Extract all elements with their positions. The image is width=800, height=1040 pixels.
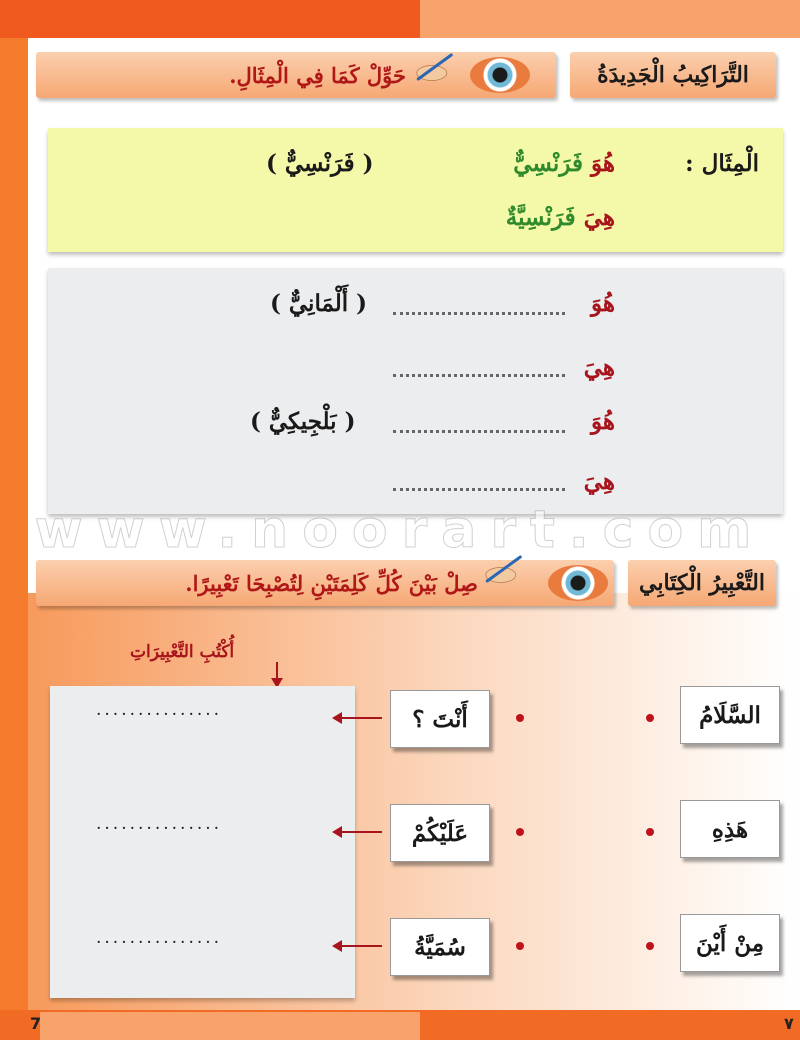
section-title-written-expression xyxy=(628,560,776,606)
answer-dots[interactable] xyxy=(393,370,565,377)
footer-band-light xyxy=(40,1012,420,1040)
section-title-text: التَّعْبِيرُ الْكِتَابِي xyxy=(639,570,765,596)
section-title-text: التَّرَاكِيبُ الْجَدِيدَةُ xyxy=(597,62,749,88)
pen-hand-icon xyxy=(474,554,532,584)
match-dot[interactable] xyxy=(646,942,654,950)
match-dot[interactable] xyxy=(646,828,654,836)
answer-line[interactable]: ............... xyxy=(96,928,223,948)
left-word-card[interactable]: عَلَيْكُمْ xyxy=(390,804,490,862)
left-arrow-icon xyxy=(334,831,382,833)
match-dot[interactable] xyxy=(516,714,524,722)
answer-dots[interactable] xyxy=(393,484,565,491)
down-arrow-icon xyxy=(276,662,278,684)
write-expressions-label: أُكْتُبِ التَّعْبِيرَاتِ xyxy=(130,642,235,662)
right-word-card[interactable]: السَّلَامُ xyxy=(680,686,780,744)
answer-dots[interactable] xyxy=(393,426,565,433)
match-dot[interactable] xyxy=(516,828,524,836)
answer-box xyxy=(50,686,355,998)
exercise-pronoun: هُوَ xyxy=(590,290,615,317)
left-arrow-icon xyxy=(334,717,382,719)
answer-dots[interactable] xyxy=(393,308,565,315)
corner-band-top-left xyxy=(0,0,420,38)
pen-hand-icon xyxy=(405,52,463,82)
eye-icon xyxy=(470,57,530,93)
instruction-text: حَوِّلْ كَمَا فِي الْمِثَالِ. xyxy=(229,62,406,88)
left-word-card[interactable]: سُمَيَّةُ xyxy=(390,918,490,976)
page-number-left: 7 xyxy=(30,1014,42,1033)
match-dot[interactable] xyxy=(646,714,654,722)
answer-line[interactable]: ............... xyxy=(96,700,223,720)
instruction-text: صِلْ بَيْنَ كُلِّ كَلِمَتَيْنِ لِتُصْبِحَا تَعْبِيرًا. xyxy=(185,570,478,596)
exercise-box xyxy=(48,268,783,514)
exercise-source-word: ( بَلْجِيكِيٌّ ) xyxy=(250,408,356,435)
exercise-pronoun: هِيَ xyxy=(583,354,615,381)
exercise-source-word: ( أَلْمَانِيٌّ ) xyxy=(270,290,368,317)
left-arrow-icon xyxy=(334,945,382,947)
corner-band-top-right xyxy=(420,0,800,38)
example-line-1: هُوَ فَرَنْسِيٌّ xyxy=(513,150,615,177)
page-number-right: ٧ xyxy=(784,1014,794,1033)
answer-line[interactable]: ............... xyxy=(96,814,223,834)
match-dot[interactable] xyxy=(516,942,524,950)
example-box xyxy=(48,128,783,252)
left-word-card[interactable]: أَنْتَ ؟ xyxy=(390,690,490,748)
exercise-pronoun: هُوَ xyxy=(590,408,615,435)
example-label: الْمِثَال : xyxy=(685,150,759,177)
exercise-pronoun: هِيَ xyxy=(583,468,615,495)
watermark: www.noorart.com xyxy=(34,500,766,560)
right-word-card[interactable]: مِنْ أَيْنَ xyxy=(680,914,780,972)
example-line-2: هِيَ فَرَنْسِيَّةٌ xyxy=(505,204,615,231)
right-word-card[interactable]: هَذِهِ xyxy=(680,800,780,858)
eye-icon xyxy=(548,565,608,601)
section-title-new-structures xyxy=(570,52,776,98)
example-source-word: ( فَرَنْسِيٌّ ) xyxy=(266,150,374,177)
